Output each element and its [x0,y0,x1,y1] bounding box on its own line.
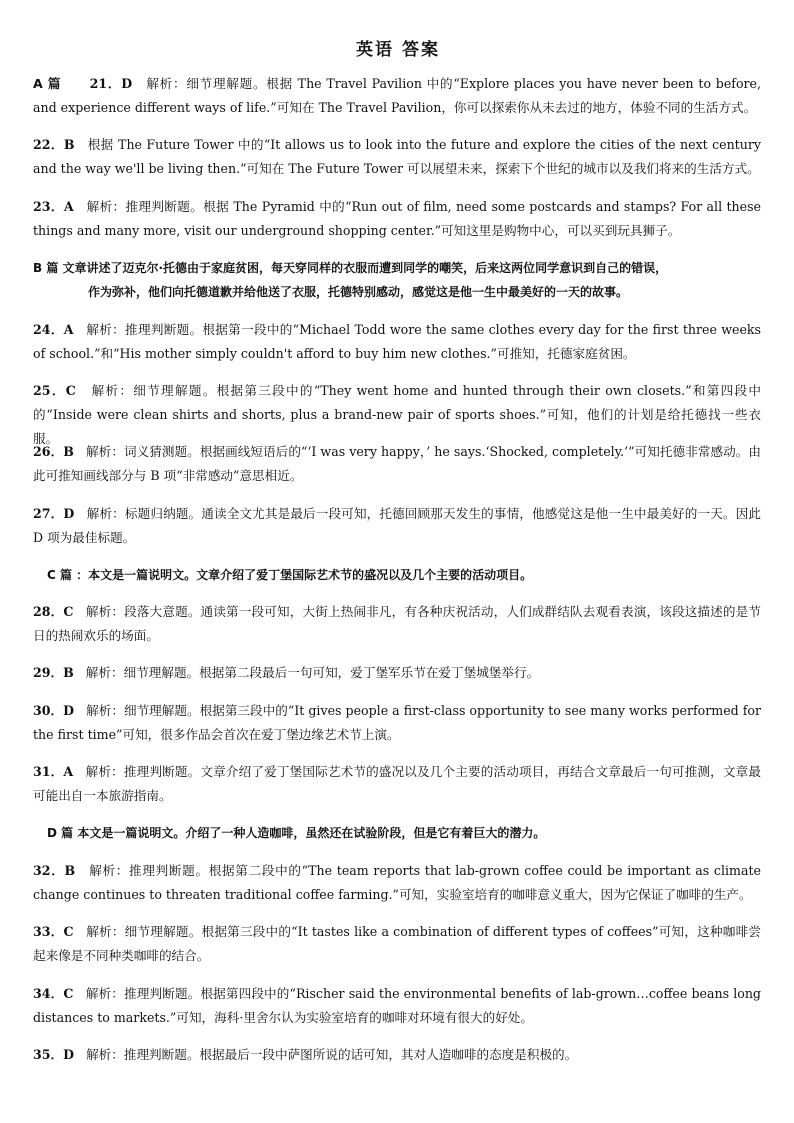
section-label-a: A 篇 [33,76,62,91]
answer-number: 25．C [33,383,76,398]
answer-text: 解析：推理判断题。根据 The Pyramid 中的“Run out of film, need some postcards and stamps? For all these things and many more, visit our underground shopping center.”可知这里是购物中心，可以买到玩具狮子。 [33,199,761,238]
answer-text: 解析：细节理解题。根据第三段中的“It tastes like a combination of different types of coffees”可知，这种咖啡尝起来像是不同种类咖啡的结合。 [33,924,761,963]
answer-number: 29．B [33,665,74,680]
answer-item-26 [33,440,761,488]
answer-number: 24．A [33,322,74,337]
answer-text: 解析：标题归纳题。通读全文尤其是最后一段可知，托德回顾那天发生的事情，他感觉这是他一生中最美好的一天。因此 D 项为最佳标题。 [33,506,762,545]
answer-text: 解析：推理判断题。文章介绍了爱丁堡国际艺术节的盛况以及几个主要的活动项目，再结合文章最后一句可推测，文章最可能出自一本旅游指南。 [33,764,762,803]
answer-number: 34．C [33,986,74,1001]
answer-text: 解析：推理判断题。根据第一段中的“Michael Todd wore the same clothes every day for the first three weeks of school.”和“His mother simply couldn't afford to buy him new clothes.”可推知，托德家庭贫困。 [33,322,761,361]
answer-item-34 [33,982,761,1030]
answer-text: 解析：推理判断题。根据第二段中的“The team reports that lab-grown coffee could be important as climate change continues to threaten traditional coffee farming.”可知，实验室培育的咖啡意义重大，因为它保证了咖啡的生产。 [33,863,762,902]
answer-item-23 [33,195,761,243]
answer-text: 解析：细节理解题。根据第三段中的“It gives people a first-class opportunity to see many works performed for the first time”可知，很多作品会首次在爱丁堡边缘艺术节上演。 [33,703,762,742]
answer-item-32 [33,859,761,907]
page-title: 英语 答案 [356,40,440,60]
answer-item-21 [33,72,761,120]
answer-text: 解析：推理判断题。根据最后一段中萨图所说的话可知，其对人造咖啡的态度是积极的。 [86,1047,578,1062]
answer-item-29 [33,661,761,685]
answer-number: 30．D [33,703,75,718]
answer-text: 解析：推理判断题。根据第四段中的“Rischer said the environmental benefits of lab-grown…coffee beans long distances to markets.”可知，海科·里舍尔认为实验室培育的咖啡对环境有很大的好处。 [33,986,761,1025]
answer-item-35 [33,1043,761,1067]
section-summary-d: D 篇 本文是一篇说明文。介绍了一种人造咖啡，虽然还在试验阶段，但是它有着巨大的潜力。 [47,826,546,840]
answer-number: 22．B [33,137,75,152]
answer-item-31 [33,760,761,808]
answer-number: 28．C [33,604,74,619]
answer-number: 27．D [33,506,75,521]
answer-text: 解析：词义猜测题。根据画线短语后的“‘I was very happy，’ he says.‘Shocked, completely.’”可知托德非常感动。由此可推知画线部分与 B 项“非常感动”意思相近。 [33,444,762,483]
answer-number: 35．D [33,1047,75,1062]
section-b-line2: 作为弥补，他们向托德道歉并给他送了衣服，托德特别感动，感觉这是他一生中最美好的一天的故事。 [88,285,629,299]
answer-item-33 [33,920,761,968]
answer-number: 33．C [33,924,74,939]
answer-text: 根据 The Future Tower 中的“It allows us to look into the future and explore the cities of the next century and the way we'll be living then.”可知在 The Future Tower 可以展望未来，探索下个世纪的城市以及我们将来的生活方式。 [33,137,761,176]
answer-item-22 [33,133,761,181]
answer-text: 解析：细节理解题。根据 The Travel Pavilion 中的“Explore places you have never been to before, and experience different ways of life.”可知在 The Travel Pavilion，你可以探索你从未去过的地方，体验不同的生活方式。 [33,76,762,115]
section-summary-b [33,256,761,304]
section-summary-c: C 篇 ：本文是一篇说明文。文章介绍了爱丁堡国际艺术节的盛况以及几个主要的活动项目。 [47,568,533,582]
answer-text: 解析：细节理解题。根据第三段中的“They went home and hunted through their own closets.”和第四段中的“Inside were clean shirts and shorts, plus a brand-new pair of sports shoes.”可知，他们的计划是给托德找一些衣服。 [33,383,761,446]
answer-number: 26．B [33,444,74,459]
answer-item-24 [33,318,761,366]
answer-item-27 [33,502,761,550]
section-b-line1: B 篇 文章讲述了迈克尔·托德由于家庭贫困，每天穿同样的衣服而遭到同学的嘲笑，后来这两位同学意识到自己的错误， [33,261,668,275]
answer-item-30 [33,699,761,747]
answer-text: 解析：段落大意题。通读第一段可知，大街上热闹非凡，有各种庆祝活动，人们成群结队去观看表演，该段这描述的是节日的热闹欢乐的场面。 [33,604,761,643]
answer-number: 31．A [33,764,74,779]
answer-number: 32．B [33,863,76,878]
answer-item-28 [33,600,761,648]
answer-number: 23．A [33,199,74,214]
answer-number: 21．D [89,76,133,91]
answer-text: 解析：细节理解题。根据第二段最后一句可知，爱丁堡军乐节在爱丁堡城堡举行。 [85,665,540,680]
